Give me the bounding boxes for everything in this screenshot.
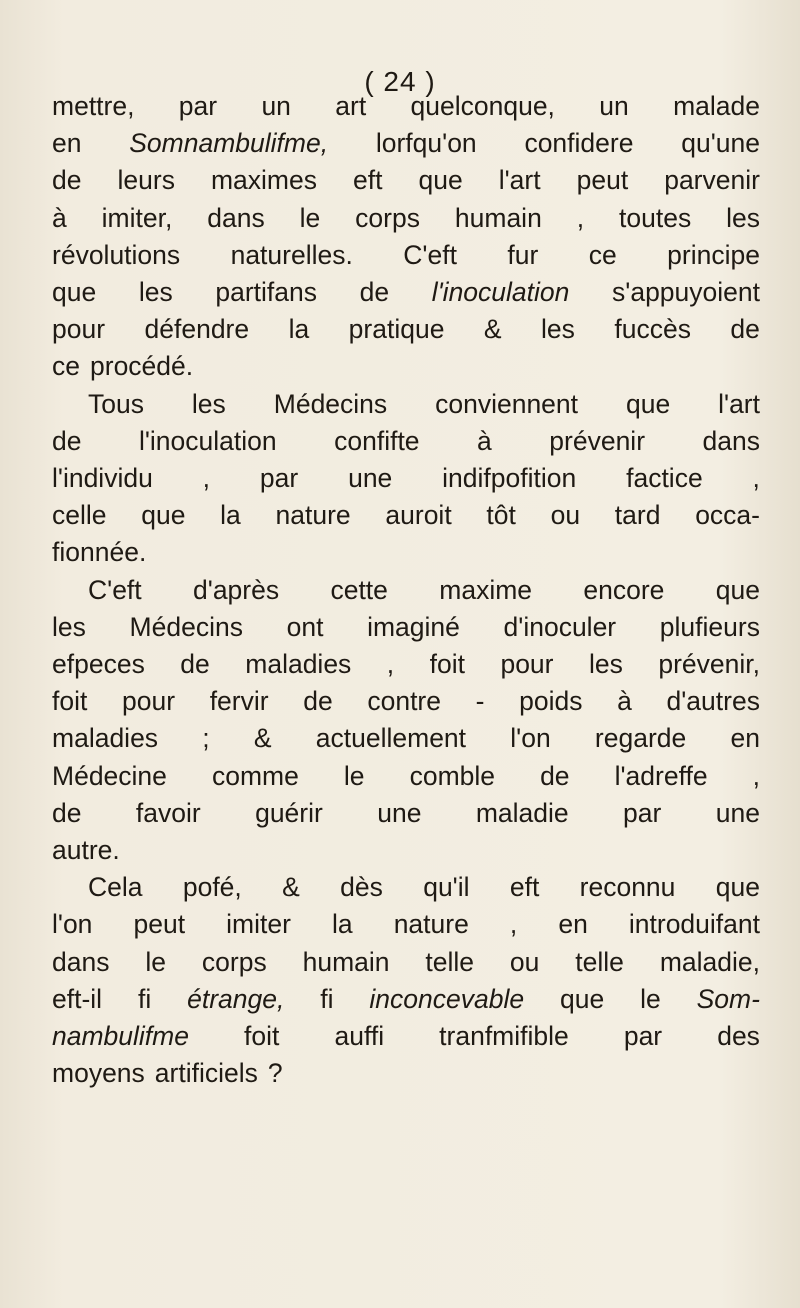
text-line: efpeces de maladies , foit pour les prévenir,	[52, 649, 760, 680]
text-line: Tous les Médecins conviennent que l'art	[88, 388, 760, 419]
text-line: Médecine comme le comble de l'adreffe ,	[52, 760, 760, 791]
text-line: de l'inoculation confifte à prévenir dans	[52, 425, 760, 456]
text-line: à imiter, dans le corps humain , toutes les	[52, 202, 760, 233]
text-line: celle que la nature auroit tôt ou tard occa-	[52, 500, 760, 531]
text-line: C'eft d'après cette maxime encore que	[88, 574, 760, 605]
text-line: fionnée.	[52, 537, 147, 568]
text-line: en Somnambulifme, lorfqu'on confidere qu'une	[52, 128, 760, 159]
text-line: moyens artificiels ?	[52, 1058, 283, 1089]
text-line: foit pour fervir de contre - poids à d'autres	[52, 686, 760, 717]
text-line: autre.	[52, 835, 120, 866]
text-line: pour défendre la pratique & les fuccès de	[52, 314, 760, 345]
text-line: maladies ; & actuellement l'on regarde en	[52, 723, 760, 754]
text-line: mettre, par un art quelconque, un malade	[52, 91, 760, 121]
text-line: dans le corps humain telle ou telle maladie,	[52, 946, 760, 977]
text-line: révolutions naturelles. C'eft fur ce principe	[52, 239, 760, 270]
text-line: que les partifans de l'inoculation s'appuyoient	[52, 277, 760, 308]
page-number: ( 24 )	[364, 66, 436, 97]
text-line: l'individu , par une indifpofition factice ,	[52, 463, 760, 494]
body-text	[52, 88, 760, 1092]
text-line: de leurs maximes eft que l'art peut parvenir	[52, 165, 760, 196]
text-line: de favoir guérir une maladie par une	[52, 797, 760, 828]
text-line: nambulifme foit auffi tranfmifible par des	[52, 1021, 760, 1052]
text-line: l'on peut imiter la nature , en introduifant	[52, 909, 760, 940]
text-line: ce procédé.	[52, 351, 194, 382]
text-line: Cela pofé, & dès qu'il eft reconnu que	[88, 872, 760, 903]
text-line: les Médecins ont imaginé d'inoculer plufieurs	[52, 611, 760, 642]
text-line: eft-il fi étrange, fi inconcevable que le Som-	[52, 983, 760, 1014]
